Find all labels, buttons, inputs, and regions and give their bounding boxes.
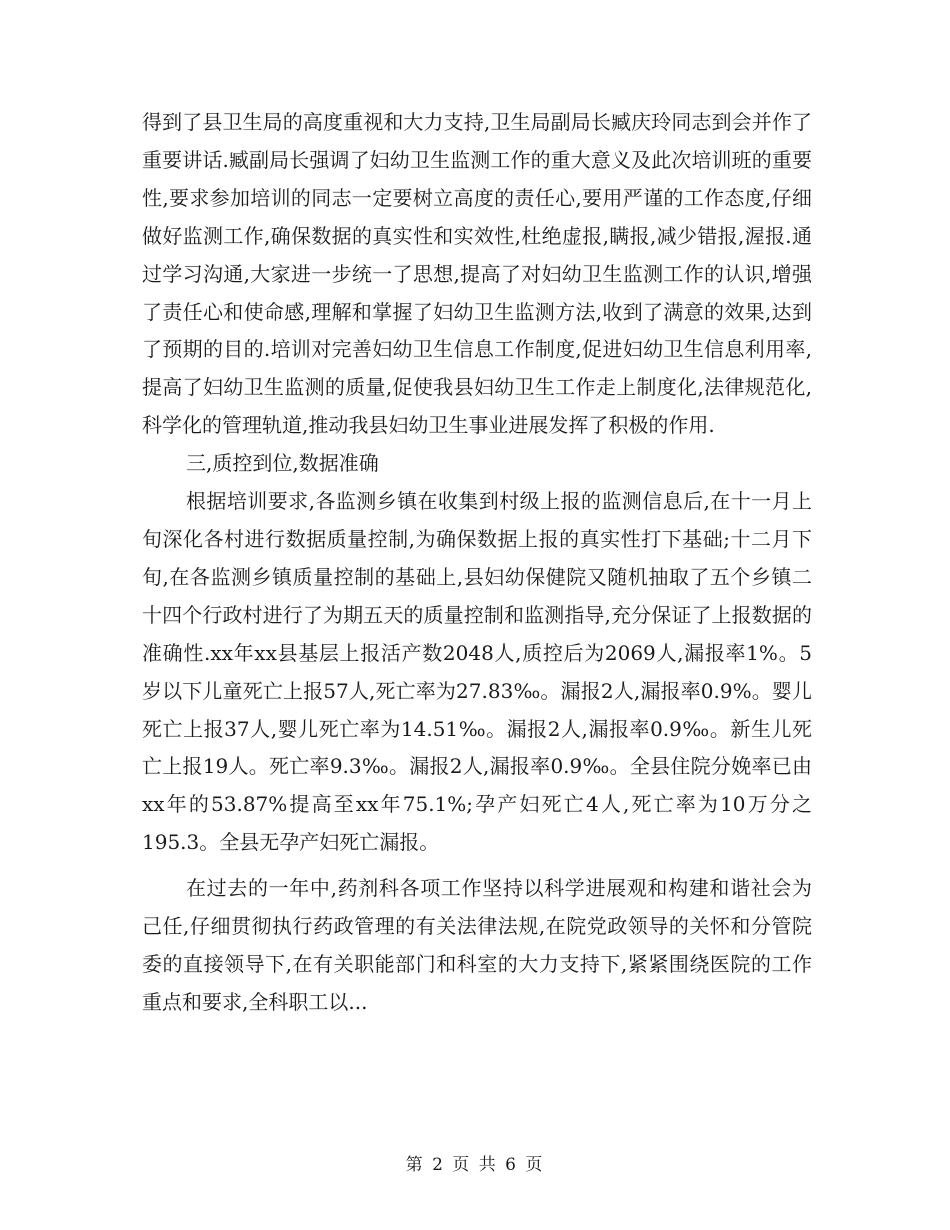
page-footer: 第 2 页 共 6 页: [405, 1155, 545, 1175]
paragraph-quality-control: 根据培训要求,各监测乡镇在收集到村级上报的监测信息后,在十一月上旬深化各村进行数据质量控制,为确保数据上报的真实性打下基础;十二月下旬,在各监测乡镇质量控制的基础上,县妇幼保健院又随机抽取了五个乡镇二十四个行政村进行了为期五天的质量控制和监测指导,充分保证了上报数据的准确性.xx年xx县基层上报活产数2048人,质控后为2069人,漏报率1%。5岁以下儿童死亡上报57人,死亡率为27.83‰。漏报2人,漏报率0.9%。婴儿死亡上报37人,婴儿死亡率为14.51‰。漏报2人,漏报率0.9‰。新生儿死亡上报19人。死亡率9.3‰。漏报2人,漏报率0.9‰。全县住院分娩率已由xx年的53.87%提高至xx年75.1%;孕产妇死亡4人,死亡率为10万分之195.3。全县无孕产妇死亡漏报。: [142, 489, 812, 855]
paragraph-pharmacy-work: 在过去的一年中,药剂科各项工作坚持以科学进展观和构建和谐社会为己任,仔细贯彻执行药政管理的有关法律法规,在院党政领导的关怀和分管院委的直接领导下,在有关职能部门和科室的大力支持下,紧紧围绕医院的工作重点和要求,全科职工以...: [142, 876, 812, 1014]
section-heading-quality-control: 三,质控到位,数据准确: [186, 451, 379, 476]
paragraph-training-support: 得到了县卫生局的高度重视和大力支持,卫生局副局长臧庆玲同志到会并作了重要讲话.臧副局长强调了妇幼卫生监测工作的重大意义及此次培训班的重要性,要求参加培训的同志一定要树立高度的责任心,要用严谨的工作态度,仔细做好监测工作,确保数据的真实性和实效性,杜绝虚报,瞒报,减少错报,渥报.通过学习沟通,大家进一步统一了思想,提高了对妇幼卫生监测工作的认识,增强了责任心和使命感,理解和掌握了妇幼卫生监测方法,收到了满意的效果,达到了预期的目的.培训对完善妇幼卫生信息工作制度,促进妇幼卫生信息利用率,提高了妇幼卫生监测的质量,促使我县妇幼卫生工作走上制度化,法律规范化,科学化的管理轨道,推动我县妇幼卫生事业进展发挥了积极的作用.: [142, 110, 812, 438]
document-body: [142, 104, 812, 1022]
